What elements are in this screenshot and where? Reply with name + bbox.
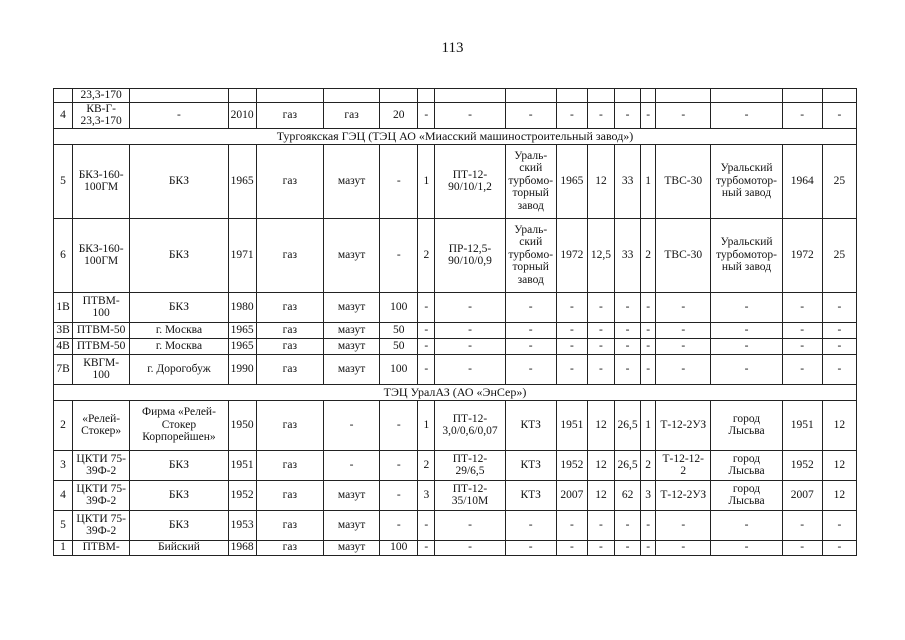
table-cell: - <box>656 102 711 128</box>
table-cell: 12 <box>587 450 614 480</box>
table-cell: - <box>615 510 641 540</box>
table-cell: КТЗ <box>505 450 556 480</box>
table-cell: 1 <box>641 144 656 218</box>
table-cell: 1952 <box>228 480 256 510</box>
table-cell: ПТ-12- 3,0/0,6/0,07 <box>435 400 505 450</box>
table-cell: - <box>556 292 587 322</box>
table-cell: - <box>505 338 556 354</box>
table-cell: ПР-12,5- 90/10/0,9 <box>435 218 505 292</box>
table-cell: - <box>435 322 505 338</box>
table-cell: - <box>641 510 656 540</box>
table-row <box>54 354 857 384</box>
table-cell: - <box>641 322 656 338</box>
table-cell: 20 <box>380 102 418 128</box>
table-cell <box>656 89 711 103</box>
table-cell: - <box>505 292 556 322</box>
table-cell <box>822 89 856 103</box>
table-cell <box>711 89 782 103</box>
table-cell: 1965 <box>228 338 256 354</box>
table-cell: 1 <box>418 400 435 450</box>
table-cell: - <box>711 354 782 384</box>
table-cell: ЦКТИ 75- 39Ф-2 <box>73 450 130 480</box>
table-cell: БКЗ <box>130 218 228 292</box>
table-row <box>54 89 857 103</box>
table-cell: КВГМ- 100 <box>73 354 130 384</box>
table-cell: - <box>641 292 656 322</box>
table-cell: 100 <box>380 354 418 384</box>
table-cell <box>380 89 418 103</box>
table-cell: Ураль- ский турбомо- торный завод <box>505 218 556 292</box>
table-cell <box>556 89 587 103</box>
table-cell: - <box>615 540 641 555</box>
table-cell: город Лысьва <box>711 450 782 480</box>
table-cell: мазут <box>323 480 379 510</box>
table-cell: ТВС-30 <box>656 218 711 292</box>
table-cell: газ <box>256 102 323 128</box>
table-cell: газ <box>256 480 323 510</box>
table-cell: 26,5 <box>615 400 641 450</box>
table-row <box>54 102 857 128</box>
table-cell: - <box>435 510 505 540</box>
table-cell: - <box>615 292 641 322</box>
section-title: ТЭЦ УралАЗ (АО «ЭнСер») <box>54 384 857 400</box>
table-cell: ПТ-12- 35/10М <box>435 480 505 510</box>
table-cell: - <box>711 338 782 354</box>
table-cell: газ <box>256 354 323 384</box>
table-row <box>54 218 857 292</box>
table-cell: 2010 <box>228 102 256 128</box>
table-cell: - <box>711 510 782 540</box>
table-cell: - <box>822 540 856 555</box>
table-cell <box>418 89 435 103</box>
table-cell: - <box>656 354 711 384</box>
table-cell: - <box>641 338 656 354</box>
table-cell: 12 <box>587 400 614 450</box>
table-cell: - <box>323 400 379 450</box>
table-cell: - <box>587 540 614 555</box>
table-cell: ПТ-12- 90/10/1,2 <box>435 144 505 218</box>
table-cell: 6 <box>54 218 73 292</box>
equipment-table <box>53 88 857 556</box>
table-cell: 33 <box>615 218 641 292</box>
table-cell: - <box>711 292 782 322</box>
table-cell: - <box>782 540 822 555</box>
table-cell: мазут <box>323 322 379 338</box>
table-cell: газ <box>256 218 323 292</box>
table-cell: газ <box>256 338 323 354</box>
table-cell: ПТВМ- 100 <box>73 292 130 322</box>
table-cell: 12 <box>822 450 856 480</box>
section-row <box>54 384 857 400</box>
table-cell: - <box>505 322 556 338</box>
table-cell: БКЗ <box>130 480 228 510</box>
table-cell: - <box>822 338 856 354</box>
table-cell: - <box>782 322 822 338</box>
table-cell: - <box>656 292 711 322</box>
table-cell: 3 <box>418 480 435 510</box>
table-cell: Т-12-2УЗ <box>656 400 711 450</box>
table-cell: - <box>641 102 656 128</box>
table-cell <box>505 89 556 103</box>
table-cell: БКЗ <box>130 292 228 322</box>
table-cell: - <box>711 102 782 128</box>
table-cell: - <box>556 510 587 540</box>
table-cell: - <box>615 354 641 384</box>
table-cell: город Лысьва <box>711 480 782 510</box>
table-cell: 2 <box>641 450 656 480</box>
table-cell: - <box>435 354 505 384</box>
table-cell: 1 <box>418 144 435 218</box>
table-cell: - <box>822 322 856 338</box>
table-cell: Уральский турбомотор- ный завод <box>711 144 782 218</box>
table-cell: - <box>556 540 587 555</box>
table-cell: - <box>615 322 641 338</box>
table-row <box>54 450 857 480</box>
table-cell: 12,5 <box>587 218 614 292</box>
table-cell: - <box>822 102 856 128</box>
table-cell: - <box>656 322 711 338</box>
table-cell: 1951 <box>782 400 822 450</box>
table-cell: г. Москва <box>130 338 228 354</box>
table-cell: Т-12-2УЗ <box>656 480 711 510</box>
table-cell: 1952 <box>782 450 822 480</box>
table-cell: 1980 <box>228 292 256 322</box>
table-cell: 1972 <box>556 218 587 292</box>
table-cell: мазут <box>323 218 379 292</box>
table-cell: ПТВМ-50 <box>73 322 130 338</box>
table-cell: - <box>587 354 614 384</box>
page-number: 113 <box>441 40 464 56</box>
table-cell: газ <box>256 144 323 218</box>
table-cell: 3В <box>54 322 73 338</box>
table-cell: 3 <box>54 450 73 480</box>
table-cell: ЦКТИ 75- 39Ф-2 <box>73 510 130 540</box>
table-cell: - <box>380 480 418 510</box>
table-cell: - <box>782 338 822 354</box>
table-cell: 1951 <box>556 400 587 450</box>
table-cell: 2 <box>54 400 73 450</box>
table-cell: мазут <box>323 338 379 354</box>
table-cell: ПТВМ-50 <box>73 338 130 354</box>
table-cell: 62 <box>615 480 641 510</box>
table-cell: 4 <box>54 102 73 128</box>
table-cell: ТВС-30 <box>656 144 711 218</box>
table-cell: - <box>556 354 587 384</box>
table-cell: БКЗ <box>130 450 228 480</box>
table-cell: - <box>505 510 556 540</box>
table-row <box>54 540 857 555</box>
table-cell: 2 <box>641 218 656 292</box>
table-cell: «Релей- Стокер» <box>73 400 130 450</box>
table-cell: мазут <box>323 144 379 218</box>
table-cell <box>641 89 656 103</box>
table-cell: 100 <box>380 292 418 322</box>
table-cell: - <box>711 322 782 338</box>
table-cell: 25 <box>822 144 856 218</box>
table-cell: 2 <box>418 218 435 292</box>
table-cell <box>587 89 614 103</box>
table-row <box>54 480 857 510</box>
table-cell: газ <box>256 510 323 540</box>
section-title: Тургоякская ГЭЦ (ТЭЦ АО «Миасский машиностроительный завод») <box>54 128 857 144</box>
table-cell: - <box>822 510 856 540</box>
table-cell: - <box>782 292 822 322</box>
table-cell: - <box>822 354 856 384</box>
table-row <box>54 144 857 218</box>
table-cell: - <box>556 102 587 128</box>
table-cell: - <box>587 322 614 338</box>
table-cell: 2007 <box>782 480 822 510</box>
table-cell: 2 <box>418 450 435 480</box>
table-cell: - <box>656 510 711 540</box>
table-cell: газ <box>256 450 323 480</box>
table-cell: ПТВМ- <box>73 540 130 555</box>
table-cell: КТЗ <box>505 480 556 510</box>
table-cell: - <box>380 510 418 540</box>
table-cell: БКЗ-160- 100ГМ <box>73 144 130 218</box>
table-cell: БКЗ-160- 100ГМ <box>73 218 130 292</box>
table-cell: газ <box>256 540 323 555</box>
table-cell: 5 <box>54 144 73 218</box>
table-cell: КТЗ <box>505 400 556 450</box>
table-cell: - <box>782 354 822 384</box>
table-cell: 7В <box>54 354 73 384</box>
table-cell: 3 <box>641 480 656 510</box>
table-cell: Т-12-12- 2 <box>656 450 711 480</box>
table-cell: - <box>435 540 505 555</box>
table-cell: газ <box>323 102 379 128</box>
table-cell: - <box>418 338 435 354</box>
table-cell: мазут <box>323 354 379 384</box>
table-cell: мазут <box>323 510 379 540</box>
table-cell: 23,3-170 <box>73 89 130 103</box>
table-row <box>54 292 857 322</box>
table-cell: мазут <box>323 540 379 555</box>
table-cell: 12 <box>822 400 856 450</box>
table-cell <box>130 89 228 103</box>
table-cell: газ <box>256 322 323 338</box>
table-cell: БКЗ <box>130 510 228 540</box>
table-cell: - <box>587 292 614 322</box>
table-cell <box>228 89 256 103</box>
table-cell: 1990 <box>228 354 256 384</box>
table-cell: - <box>418 322 435 338</box>
table-cell: г. Москва <box>130 322 228 338</box>
table-cell: 25 <box>822 218 856 292</box>
table-cell: - <box>822 292 856 322</box>
table-cell: город Лысьва <box>711 400 782 450</box>
section-row <box>54 128 857 144</box>
table-cell: ПТ-12- 29/6,5 <box>435 450 505 480</box>
table-cell: - <box>587 338 614 354</box>
table-cell: 1 <box>54 540 73 555</box>
table-cell: - <box>435 102 505 128</box>
table-cell: 100 <box>380 540 418 555</box>
table-cell: - <box>505 102 556 128</box>
table-cell: - <box>418 292 435 322</box>
table-cell: Фирма «Релей- Стокер Корпорейшен» <box>130 400 228 450</box>
table-cell <box>615 89 641 103</box>
table-cell: 2007 <box>556 480 587 510</box>
table-cell: 12 <box>587 144 614 218</box>
table-cell: 4В <box>54 338 73 354</box>
table-row <box>54 400 857 450</box>
table-cell: 50 <box>380 322 418 338</box>
table-cell: 1965 <box>228 144 256 218</box>
table-cell: - <box>418 540 435 555</box>
table-cell <box>782 89 822 103</box>
table-cell: - <box>782 102 822 128</box>
table-cell: БКЗ <box>130 144 228 218</box>
table-cell: Уральский турбомотор- ный завод <box>711 218 782 292</box>
table-row <box>54 338 857 354</box>
table-cell: 1 <box>641 400 656 450</box>
table-cell: КВ-Г- 23,3-170 <box>73 102 130 128</box>
table-cell: - <box>505 354 556 384</box>
table-cell: - <box>656 338 711 354</box>
table-cell <box>256 89 323 103</box>
table-cell: - <box>615 102 641 128</box>
table-cell <box>54 89 73 103</box>
table-cell: - <box>641 354 656 384</box>
table-cell: 1В <box>54 292 73 322</box>
table-cell: 1965 <box>556 144 587 218</box>
table-cell: мазут <box>323 292 379 322</box>
table-cell: - <box>711 540 782 555</box>
table-cell: г. Дорогобуж <box>130 354 228 384</box>
table-cell: 1953 <box>228 510 256 540</box>
table-cell: газ <box>256 292 323 322</box>
table-cell: 1972 <box>782 218 822 292</box>
table-cell: - <box>323 450 379 480</box>
table-cell: 1971 <box>228 218 256 292</box>
table-cell: - <box>587 510 614 540</box>
table-cell: 12 <box>822 480 856 510</box>
table-cell: - <box>435 338 505 354</box>
table-cell: - <box>556 338 587 354</box>
table-cell: ЦКТИ 75- 39Ф-2 <box>73 480 130 510</box>
table-cell: - <box>587 102 614 128</box>
table-cell: Ураль- ский турбомо- торный завод <box>505 144 556 218</box>
table-cell: 5 <box>54 510 73 540</box>
table-cell: - <box>782 510 822 540</box>
table-row <box>54 510 857 540</box>
table-cell: 26,5 <box>615 450 641 480</box>
table-cell <box>323 89 379 103</box>
table-cell: газ <box>256 400 323 450</box>
table-cell: 1968 <box>228 540 256 555</box>
table-cell: 33 <box>615 144 641 218</box>
table-cell: - <box>380 450 418 480</box>
table-cell: Бийский <box>130 540 228 555</box>
table-cell: - <box>556 322 587 338</box>
table-cell <box>435 89 505 103</box>
table-cell: 1951 <box>228 450 256 480</box>
table-cell: - <box>418 354 435 384</box>
table-row <box>54 322 857 338</box>
table-cell: - <box>641 540 656 555</box>
table-cell: 12 <box>587 480 614 510</box>
table-cell: - <box>380 218 418 292</box>
table-cell: 1964 <box>782 144 822 218</box>
table-cell: 50 <box>380 338 418 354</box>
table-cell: - <box>656 540 711 555</box>
table-cell: - <box>130 102 228 128</box>
table-cell: - <box>615 338 641 354</box>
table-cell: - <box>418 102 435 128</box>
table-cell: - <box>380 144 418 218</box>
table-cell: 1952 <box>556 450 587 480</box>
table-cell: 1950 <box>228 400 256 450</box>
table-cell: - <box>505 540 556 555</box>
table-cell: - <box>380 400 418 450</box>
table-cell: - <box>418 510 435 540</box>
table-cell: - <box>435 292 505 322</box>
table-cell: 4 <box>54 480 73 510</box>
table-cell: 1965 <box>228 322 256 338</box>
